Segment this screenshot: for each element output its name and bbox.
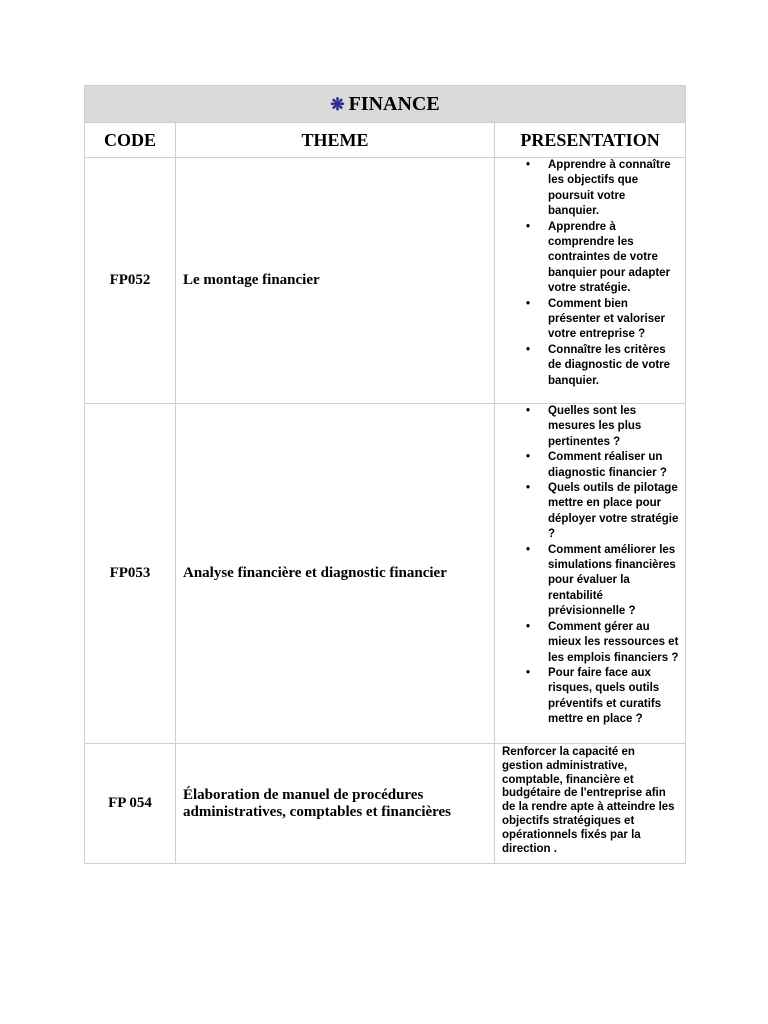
list-item: • Quelles sont les mesures les plus pertinentes ? [548, 404, 679, 450]
header-code: CODE [85, 123, 176, 158]
row-presentation [495, 158, 686, 404]
list-item: • Quels outils de pilotage mettre en place pour déployer votre stratégie ? [548, 481, 679, 543]
table-title-cell [85, 86, 686, 123]
row-code: FP052 [85, 158, 176, 404]
list-item: • Comment bien présenter et valoriser votre entreprise ? [548, 297, 679, 343]
list-item: • Comment gérer au mieux les ressources et les emplois financiers ? [548, 620, 679, 666]
row-presentation [495, 404, 686, 744]
header-row [85, 123, 686, 158]
table-row [85, 158, 686, 404]
row-theme: Le montage financier [176, 158, 495, 404]
table-title: FINANCE [348, 92, 440, 115]
row-code: FP 054 [85, 744, 176, 864]
list-item: • Apprendre à connaître les objectifs que poursuit votre banquier. [548, 158, 679, 220]
list-item: • Comment réaliser un diagnostic financier ? [548, 450, 679, 481]
title-row [85, 86, 686, 123]
list-item: • Comment améliorer les simulations financières pour évaluer la rentabilité prévisionnelle ? [548, 543, 679, 620]
list-item: • Pour faire face aux risques, quels outils préventifs et curatifs mettre en place ? [548, 666, 679, 728]
row-presentation [495, 744, 686, 864]
presentation-list [495, 158, 685, 389]
header-theme: THEME [176, 123, 495, 158]
row-theme: Élaboration de manuel de procédures administratives, comptables et financières [176, 744, 495, 864]
table-row [85, 404, 686, 744]
table-row [85, 744, 686, 864]
header-presentation: PRESENTATION [495, 123, 686, 158]
row-code: FP053 [85, 404, 176, 744]
list-item: • Apprendre à comprendre les contraintes de votre banquier pour adapter votre stratégie. [548, 220, 679, 297]
list-item: • Connaître les critères de diagnostic de votre banquier. [548, 343, 679, 389]
flower-asterisk-icon: ❋ [330, 94, 345, 114]
presentation-paragraph: Renforcer la capacité en gestion administrative, comptable, financière et budgétaire de l'entreprise afin de la rendre apte à atteindre les objectifs stratégiques et opérationnels fixés par la direction . [502, 746, 675, 855]
finance-table [84, 85, 686, 864]
row-theme: Analyse financière et diagnostic financier [176, 404, 495, 744]
presentation-list [495, 404, 685, 728]
